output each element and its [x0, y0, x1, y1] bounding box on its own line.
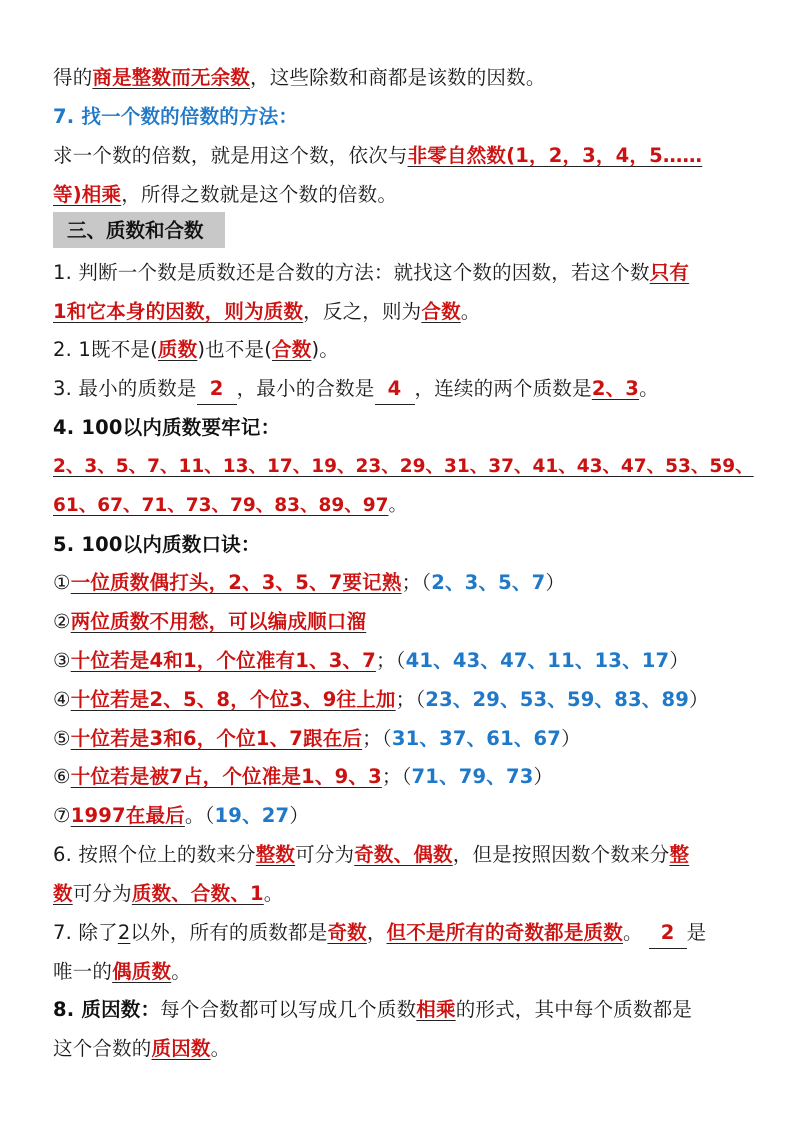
example-text: 2、3、5、7: [431, 571, 546, 594]
answer-text: 商是整数而无余数: [92, 66, 251, 89]
answer-text: 十位若是2、5、8，个位3、9往上加: [70, 688, 396, 711]
text: 。（: [184, 804, 215, 827]
answer-blank: 2: [649, 918, 687, 949]
item-number: ②: [53, 610, 71, 633]
answer-text: 合数: [272, 338, 312, 361]
text: 。: [460, 300, 481, 323]
answer-text: 奇数、偶数: [354, 843, 453, 866]
answer-text: 整: [669, 843, 690, 866]
text: )也不是(: [197, 338, 273, 361]
rhyme-line-2: [53, 602, 743, 641]
text: ；（: [375, 649, 406, 672]
text: 是: [686, 921, 707, 944]
text: ）: [289, 804, 310, 827]
text: ，但是按照因数个数来分: [452, 843, 670, 866]
text: 。: [263, 882, 284, 905]
line-multiples-method: [53, 136, 743, 175]
example-text: 19、27: [214, 804, 290, 827]
answer-text: 1和它本身的因数，则为质数: [53, 300, 304, 323]
item-number: ⑦: [53, 804, 71, 827]
text: 。: [622, 921, 643, 944]
answer-text: 两位质数不用愁，可以编成顺口溜: [70, 610, 367, 633]
text: 。: [639, 377, 659, 400]
text: 。: [210, 1037, 231, 1060]
answer-text: 一位质数偶打头，2、3、5、7要记熟: [70, 571, 402, 594]
text: ；（: [362, 727, 392, 750]
text: ）: [689, 688, 709, 711]
answer-text: 1997在最后: [70, 804, 185, 827]
answer-text: 偶质数: [112, 960, 172, 983]
text: 以外，所有的质数都是: [130, 921, 328, 944]
text: 每个合数都可以写成几个质数: [160, 998, 417, 1021]
example-text: 41、43、47、11、13、17: [405, 649, 670, 672]
line-prime-factors: [53, 990, 743, 1029]
text: 3. 最小的质数是: [53, 377, 197, 400]
text: ，所得之数就是这个数的倍数。: [121, 183, 398, 206]
rhyme-line-7: [53, 796, 743, 835]
text: ；（: [395, 688, 426, 711]
text: ，连续的两个质数是: [414, 377, 592, 400]
line-odd-primes: [53, 913, 743, 952]
text: ，: [366, 921, 387, 944]
text: 求一个数的倍数，就是用这个数，依次与: [53, 144, 408, 167]
text: 得的: [53, 66, 93, 89]
answer-blank: 2: [197, 374, 237, 405]
text: ）: [561, 727, 581, 750]
rhyme-line-6: [53, 757, 743, 796]
text: ）: [545, 571, 566, 594]
line-judge-method-cont: [53, 292, 743, 331]
example-text: 71、79、73: [411, 765, 534, 788]
answer-text: 2、3、5、7、11、13、17、19、23、29、31、37、41、43、47、53、59、: [53, 456, 754, 477]
rhyme-line-4: [53, 680, 743, 719]
line-smallest-numbers: [53, 369, 743, 408]
text: ）: [533, 765, 554, 788]
item-number: ④: [53, 688, 71, 711]
answer-text: 非零自然数(1，2，3，4，5……: [407, 144, 703, 167]
line-one-neither: [53, 330, 743, 369]
text: ；（: [401, 571, 432, 594]
text: 可分为: [295, 843, 355, 866]
answer-text: 十位若是被7占，个位准是1、9、3: [70, 765, 382, 788]
answer-text: 质数: [157, 338, 198, 361]
text: ，最小的合数是: [236, 377, 375, 400]
text: 6. 按照个位上的数来分: [53, 843, 256, 866]
answer-text: 61、67、71、73、79、83、89、97: [53, 495, 389, 516]
text: ，反之，则为: [303, 300, 422, 323]
answer-blank: 4: [375, 374, 415, 405]
section-heading-primes-composites: [53, 212, 225, 248]
rhyme-line-1: [53, 563, 743, 602]
text: ，这些除数和商都是该数的因数。: [250, 66, 546, 89]
item-number: ③: [53, 649, 71, 672]
text: ）: [669, 649, 690, 672]
answer-text: 十位若是3和6，个位1、7跟在后: [70, 727, 363, 750]
rhyme-line-5: [53, 719, 743, 758]
heading-primes-rhyme: 5. 100以内质数口诀：: [53, 533, 261, 556]
text: )。: [311, 338, 339, 361]
line-judge-method: [53, 253, 743, 292]
answer-text: 相乘: [416, 998, 456, 1021]
answer-text: 只有: [649, 261, 690, 284]
line-classification-cont: [53, 874, 743, 913]
section-label: 三、质数和合数: [67, 219, 204, 242]
rhyme-line-3: [53, 641, 743, 680]
text: 7. 除了: [53, 921, 118, 944]
item-number: ⑤: [53, 727, 71, 750]
answer-text: 整数: [255, 843, 296, 866]
term-label: 8. 质因数：: [53, 998, 161, 1021]
item-number: ①: [53, 571, 71, 594]
line-primes-list-2: [53, 486, 743, 525]
answer-text: 合数: [421, 300, 461, 323]
underlined-text: 2: [117, 921, 131, 944]
answer-text: 十位若是4和1，个位准有1、3、7: [70, 649, 376, 672]
line-even-prime: [53, 952, 743, 991]
answer-text: 数: [53, 882, 73, 905]
text: 1. 判断一个数是质数还是合数的方法：就找这个数的因数，若这个数: [53, 261, 650, 284]
line-classification: [53, 835, 743, 874]
text: 这个合数的: [53, 1037, 152, 1060]
text: 。: [171, 960, 191, 983]
answer-text: 奇数: [327, 921, 367, 944]
example-text: 23、29、53、59、83、89: [425, 688, 690, 711]
line-prime-factors-cont: [53, 1029, 743, 1068]
text: 可分为: [72, 882, 132, 905]
item-number: ⑥: [53, 765, 71, 788]
answer-text: 等)相乘: [53, 183, 122, 206]
answer-text: 质因数: [151, 1037, 211, 1060]
text: ；（: [381, 765, 412, 788]
text: 2. 1既不是(: [53, 338, 158, 361]
heading-primes-under-100: 4. 100以内质数要牢记：: [53, 416, 281, 439]
line-quotient-note: [53, 58, 743, 97]
heading-find-multiples: 7. 找一个数的倍数的方法：: [53, 105, 299, 128]
text: 的形式，其中每个质数都是: [455, 998, 693, 1021]
text: 唯一的: [53, 960, 113, 983]
answer-text: 2、3: [591, 377, 640, 400]
line-primes-list-1: [53, 447, 754, 486]
text: 。: [388, 495, 407, 516]
example-text: 31、37、61、67: [391, 727, 562, 750]
answer-text: 质数、合数、1: [131, 882, 264, 905]
line-multiples-method-cont: [53, 175, 743, 214]
answer-text: 但不是所有的奇数都是质数: [386, 921, 623, 944]
